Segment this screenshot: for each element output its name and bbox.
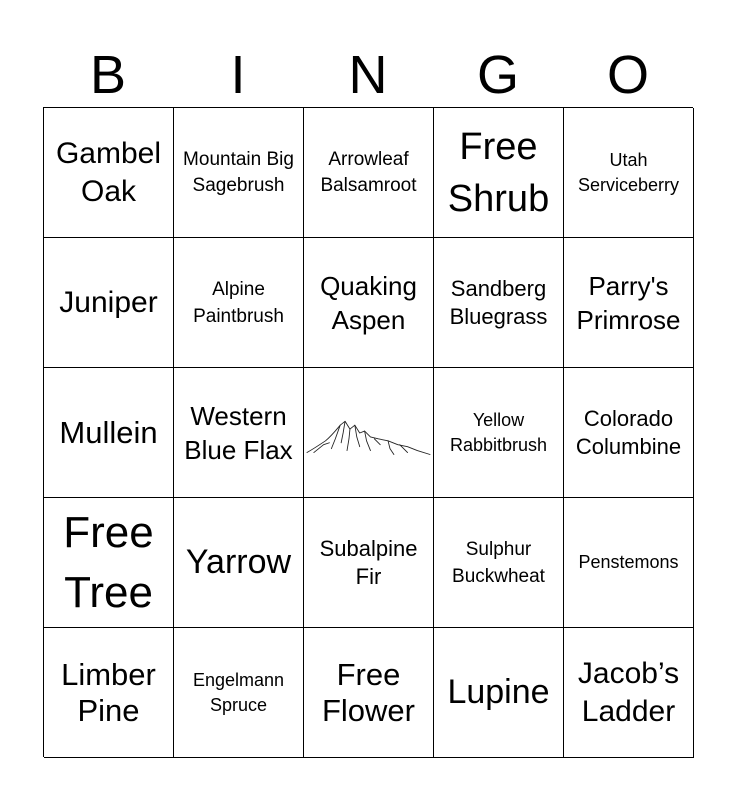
cell-label: Yarrow [185,543,292,581]
cell-label: Engelmann Spruce [192,669,285,715]
cell-label: Lupine [447,673,550,711]
bingo-cell[interactable] [434,238,564,368]
cell-label: Limber Pine [61,656,156,728]
cell-label: Free Tree [63,507,154,617]
bingo-cell[interactable] [434,498,564,628]
bingo-cell[interactable] [564,238,694,368]
bingo-cell[interactable] [564,498,694,628]
bingo-cell[interactable] [434,628,564,758]
bingo-cell[interactable] [304,498,434,628]
cell-label: Gambel Oak [55,136,162,208]
bingo-board [43,107,693,757]
bingo-header [43,44,693,106]
free-space-cell[interactable] [304,368,434,498]
cell-label: Free Shrub [447,125,550,220]
cell-label: Subalpine Fir [319,535,418,589]
cell-label: Jacob’s Ladder [577,656,680,728]
cell-label: Quaking Aspen [320,270,417,335]
header-letter-b: B [89,45,127,105]
bingo-cell[interactable] [304,238,434,368]
header-letter-i: I [230,45,246,105]
bingo-cell[interactable] [44,628,174,758]
cell-label: Arrowleaf Balsamroot [320,148,417,196]
cell-label: Western Blue Flax [184,400,293,465]
header-letter-o: O [606,45,649,105]
bingo-cell[interactable] [564,628,694,758]
cell-label: Penstemons [578,552,679,572]
cell-label: Sulphur Buckwheat [452,538,545,587]
bingo-cell[interactable] [564,368,694,498]
cell-label: Juniper [59,285,158,319]
bingo-cell[interactable] [174,108,304,238]
cell-label: Mullein [59,414,158,450]
bingo-cell[interactable] [44,498,174,628]
bingo-cell[interactable] [174,238,304,368]
cell-label: Sandberg Bluegrass [449,275,548,329]
bingo-cell[interactable] [434,368,564,498]
cell-label: Colorado Columbine [575,405,682,459]
bingo-cell[interactable] [174,498,304,628]
cell-label: Yellow Rabbitbrush [449,409,548,455]
cell-label: Mountain Big Sagebrush [183,148,294,196]
bingo-cell[interactable] [174,368,304,498]
bingo-cell[interactable] [44,238,174,368]
cell-label: Free Flower [321,656,415,728]
cell-label: Alpine Paintbrush [193,278,284,327]
cell-label: Parry's Primrose [576,270,681,335]
bingo-cell[interactable] [434,108,564,238]
mountain-icon [306,409,431,457]
bingo-cell[interactable] [304,628,434,758]
header-letter-g: G [476,45,519,105]
bingo-cell[interactable] [564,108,694,238]
header-letter-n: N [348,45,388,105]
bingo-cell[interactable] [44,108,174,238]
cell-label: Utah Serviceberry [577,149,680,195]
bingo-cell[interactable] [304,108,434,238]
bingo-cell[interactable] [174,628,304,758]
bingo-cell[interactable] [44,368,174,498]
